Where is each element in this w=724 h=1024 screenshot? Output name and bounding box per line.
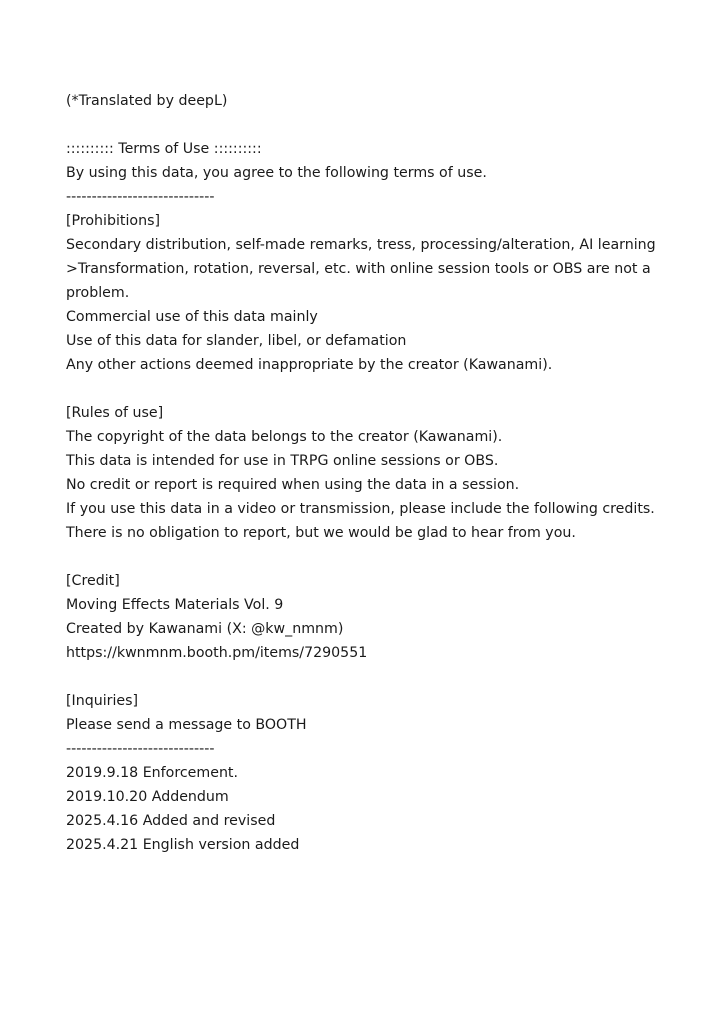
credit-item: Moving Effects Materials Vol. 9 [66,597,284,613]
document-title: :::::::::: Terms of Use :::::::::: [66,141,262,157]
spacer [66,665,676,689]
credit-heading: [Credit] [66,573,120,589]
history-item: 2019.9.18 Enforcement. [66,765,239,781]
terms-document [66,89,676,857]
spacer [66,377,676,401]
rule-item: If you use this data in a video or transmission, please include the following credits. [66,501,655,517]
rules-heading: [Rules of use] [66,405,164,421]
inquiries-heading: [Inquiries] [66,693,139,709]
rule-item: No credit or report is required when using the data in a session. [66,477,520,493]
rule-item: The copyright of the data belongs to the creator (Kawanami). [66,429,503,445]
rule-item: This data is intended for use in TRPG online sessions or OBS. [66,453,499,469]
prohibitions-heading: [Prohibitions] [66,213,161,229]
intro-text: By using this data, you agree to the following terms of use. [66,165,487,181]
rule-item: There is no obligation to report, but we would be glad to hear from you. [66,525,576,541]
prohibition-item: Commercial use of this data mainly [66,309,318,325]
translation-note: (*Translated by deepL) [66,93,228,109]
prohibition-item: Use of this data for slander, libel, or defamation [66,333,407,349]
history-item: 2019.10.20 Addendum [66,789,229,805]
credit-url: https://kwnmnm.booth.pm/items/7290551 [66,645,368,661]
prohibition-item: >Transformation, rotation, reversal, etc. with online session tools or OBS are not a problem. [66,261,651,301]
credit-item: Created by Kawanami (X: @kw_nmnm) [66,621,344,637]
divider-bottom: ----------------------------- [66,741,215,757]
prohibition-item: Any other actions deemed inappropriate by the creator (Kawanami). [66,357,553,373]
divider-top: ----------------------------- [66,189,215,205]
inquiry-item: Please send a message to BOOTH [66,717,307,733]
spacer [66,113,676,137]
history-item: 2025.4.16 Added and revised [66,813,276,829]
history-item: 2025.4.21 English version added [66,837,300,853]
spacer [66,545,676,569]
prohibition-item: Secondary distribution, self-made remarks, tress, processing/alteration, AI learning [66,237,656,253]
